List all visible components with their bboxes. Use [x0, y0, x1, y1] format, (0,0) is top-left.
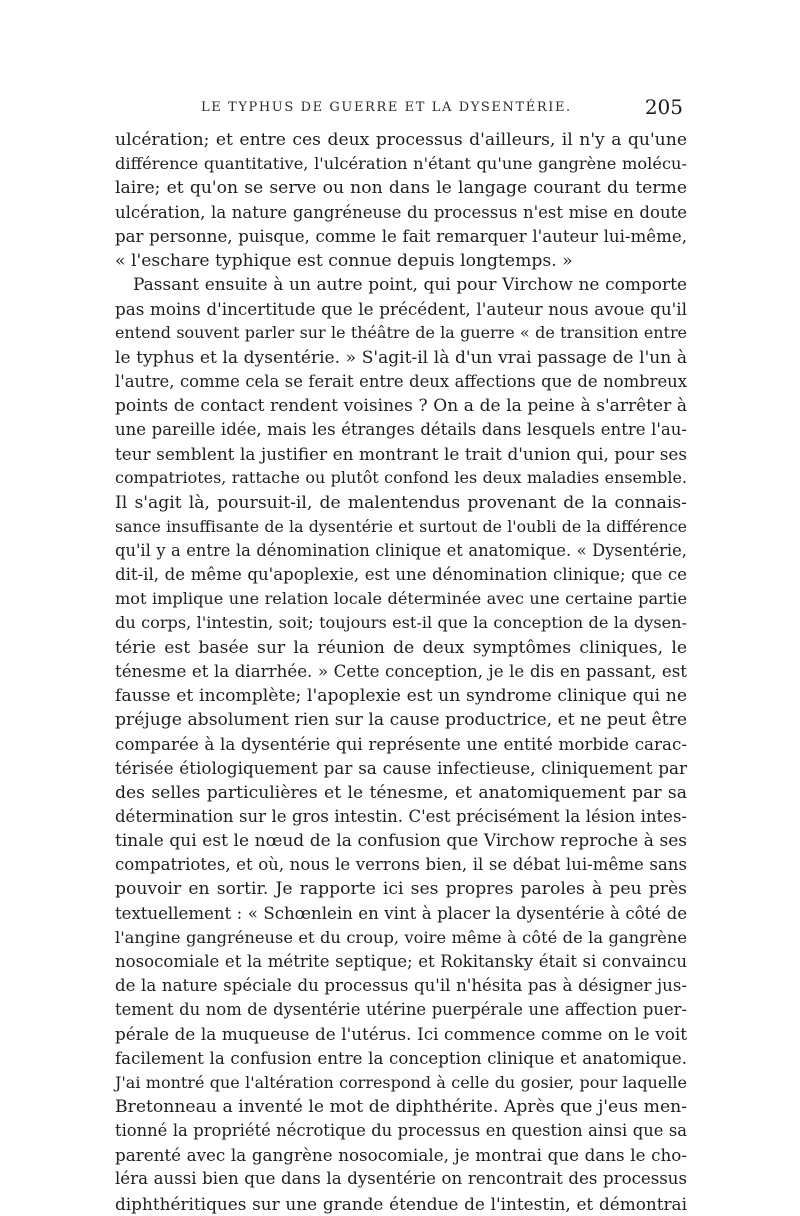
text-line: Il s'agit là, poursuit-il, de malentendus provenant de la connais- [115, 492, 687, 513]
text-line: dit-il, de même qu'apoplexie, est une dénomination clinique; que ce [115, 565, 687, 585]
text-line: ténesme et la diarrhée. » Cette conception, je le dis en passant, est [115, 661, 687, 681]
text-line: J'ai montré que l'altération correspond à celle du gosier, pour laquelle [115, 1072, 687, 1092]
text-line: qu'il y a entre la dénomination clinique et anatomique. « Dysentérie, [115, 540, 687, 560]
text-line: compatriotes, rattache ou plutôt confond les deux maladies ensemble. [115, 468, 687, 488]
text-line: teur semblent la justifier en montrant le trait d'union qui, pour ses [115, 444, 687, 465]
text-line: une pareille idée, mais les étranges détails dans lesquels entre l'au- [115, 420, 687, 440]
text-line: laire; et qu'on se serve ou non dans le langage courant du terme [115, 178, 687, 199]
text-line: compatriotes, et où, nous le verrons bien, il se débat lui-même sans [115, 855, 687, 875]
text-line: de la nature spéciale du processus qu'il n'hésita pas à désigner jus- [115, 976, 687, 996]
text-line: des selles particulières et le ténesme, et anatomiquement par sa [115, 782, 687, 803]
text-line: facilement la confusion entre la conception clinique et anatomique. [115, 1048, 687, 1068]
text-line: ulcération, la nature gangréneuse du processus n'est mise en doute [115, 202, 687, 222]
text-line: pérale de la muqueuse de l'utérus. Ici commence comme on le voit [115, 1024, 687, 1045]
text-line: entend souvent parler sur le théâtre de la guerre « de transition entre [115, 323, 687, 343]
text-line: térisée étiologiquement par sa cause infectieuse, cliniquement par [115, 758, 687, 779]
text-line: Bretonneau a inventé le mot de diphthérite. Après que j'eus men- [115, 1096, 687, 1117]
running-head: LE TYPHUS DE GUERRE ET LA DYSENTÉRIE. [201, 100, 572, 115]
body-text [115, 128, 687, 1216]
text-line: ulcération; et entre ces deux processus d'ailleurs, il n'y a qu'une [115, 130, 687, 150]
paragraph-start-line: Passant ensuite à un autre point, qui pour Virchow ne comporte [133, 275, 687, 296]
text-line: tement du nom de dysentérie utérine puerpérale une affection puer- [115, 1000, 687, 1020]
text-line: pas moins d'incertitude que le précédent, l'auteur nous avoue qu'il [115, 299, 687, 320]
text-line: l'angine gangréneuse et du croup, voire même à côté de la gangrène [115, 927, 687, 947]
text-line: du corps, l'intestin, soit; toujours est-il que la conception de la dysen- [115, 613, 687, 633]
text-line: pouvoir en sortir. Je rapporte ici ses propres paroles à peu près [115, 879, 687, 900]
text-line: sance insuffisante de la dysentérie et surtout de l'oubli de la différence [115, 516, 687, 536]
text-line: tionné la propriété nécrotique du processus en question ainsi que sa [115, 1121, 687, 1141]
text-line: textuellement : « Schœnlein en vint à placer la dysentérie à côté de [115, 903, 687, 923]
page-header [115, 97, 687, 121]
text-line: « l'eschare typhique est connue depuis longtemps. » [115, 250, 573, 271]
text-line: tinale qui est le nœud de la confusion que Virchow reproche à ses [115, 830, 687, 851]
text-line: préjuge absolument rien sur la cause productrice, et ne peut être [115, 710, 687, 731]
text-line: mot implique une relation locale déterminée avec une certaine partie [115, 589, 687, 609]
text-line: l'autre, comme cela se ferait entre deux affections que de nombreux [115, 371, 687, 391]
text-line: par personne, puisque, comme le fait remarquer l'auteur lui-même, [115, 226, 687, 246]
page-number: 205 [644, 95, 683, 119]
text-line: le typhus et la dysentérie. » S'agit-il là d'un vrai passage de l'un à [115, 347, 687, 368]
text-line: comparée à la dysentérie qui représente une entité morbide carac- [115, 734, 687, 755]
text-line: détermination sur le gros intestin. C'est précisément la lésion intes- [115, 806, 687, 826]
text-line: térie est basée sur la réunion de deux symptômes cliniques, le [115, 637, 687, 658]
text-line: diphthéritiques sur une grande étendue de l'intestin, et démontrai [115, 1193, 687, 1214]
text-line: parenté avec la gangrène nosocomiale, je montrai que dans le cho- [115, 1145, 687, 1166]
text-line: points de contact rendent voisines ? On a de la peine à s'arrêter à [115, 395, 687, 416]
text-line: différence quantitative, l'ulcération n'étant qu'une gangrène molécu- [115, 154, 687, 174]
text-line: nosocomiale et la métrite septique; et Rokitansky était si convaincu [115, 951, 687, 971]
text-line: léra aussi bien que dans la dysentérie on rencontrait des processus [115, 1169, 687, 1189]
text-line: fausse et incomplète; l'apoplexie est un syndrome clinique qui ne [115, 685, 687, 706]
